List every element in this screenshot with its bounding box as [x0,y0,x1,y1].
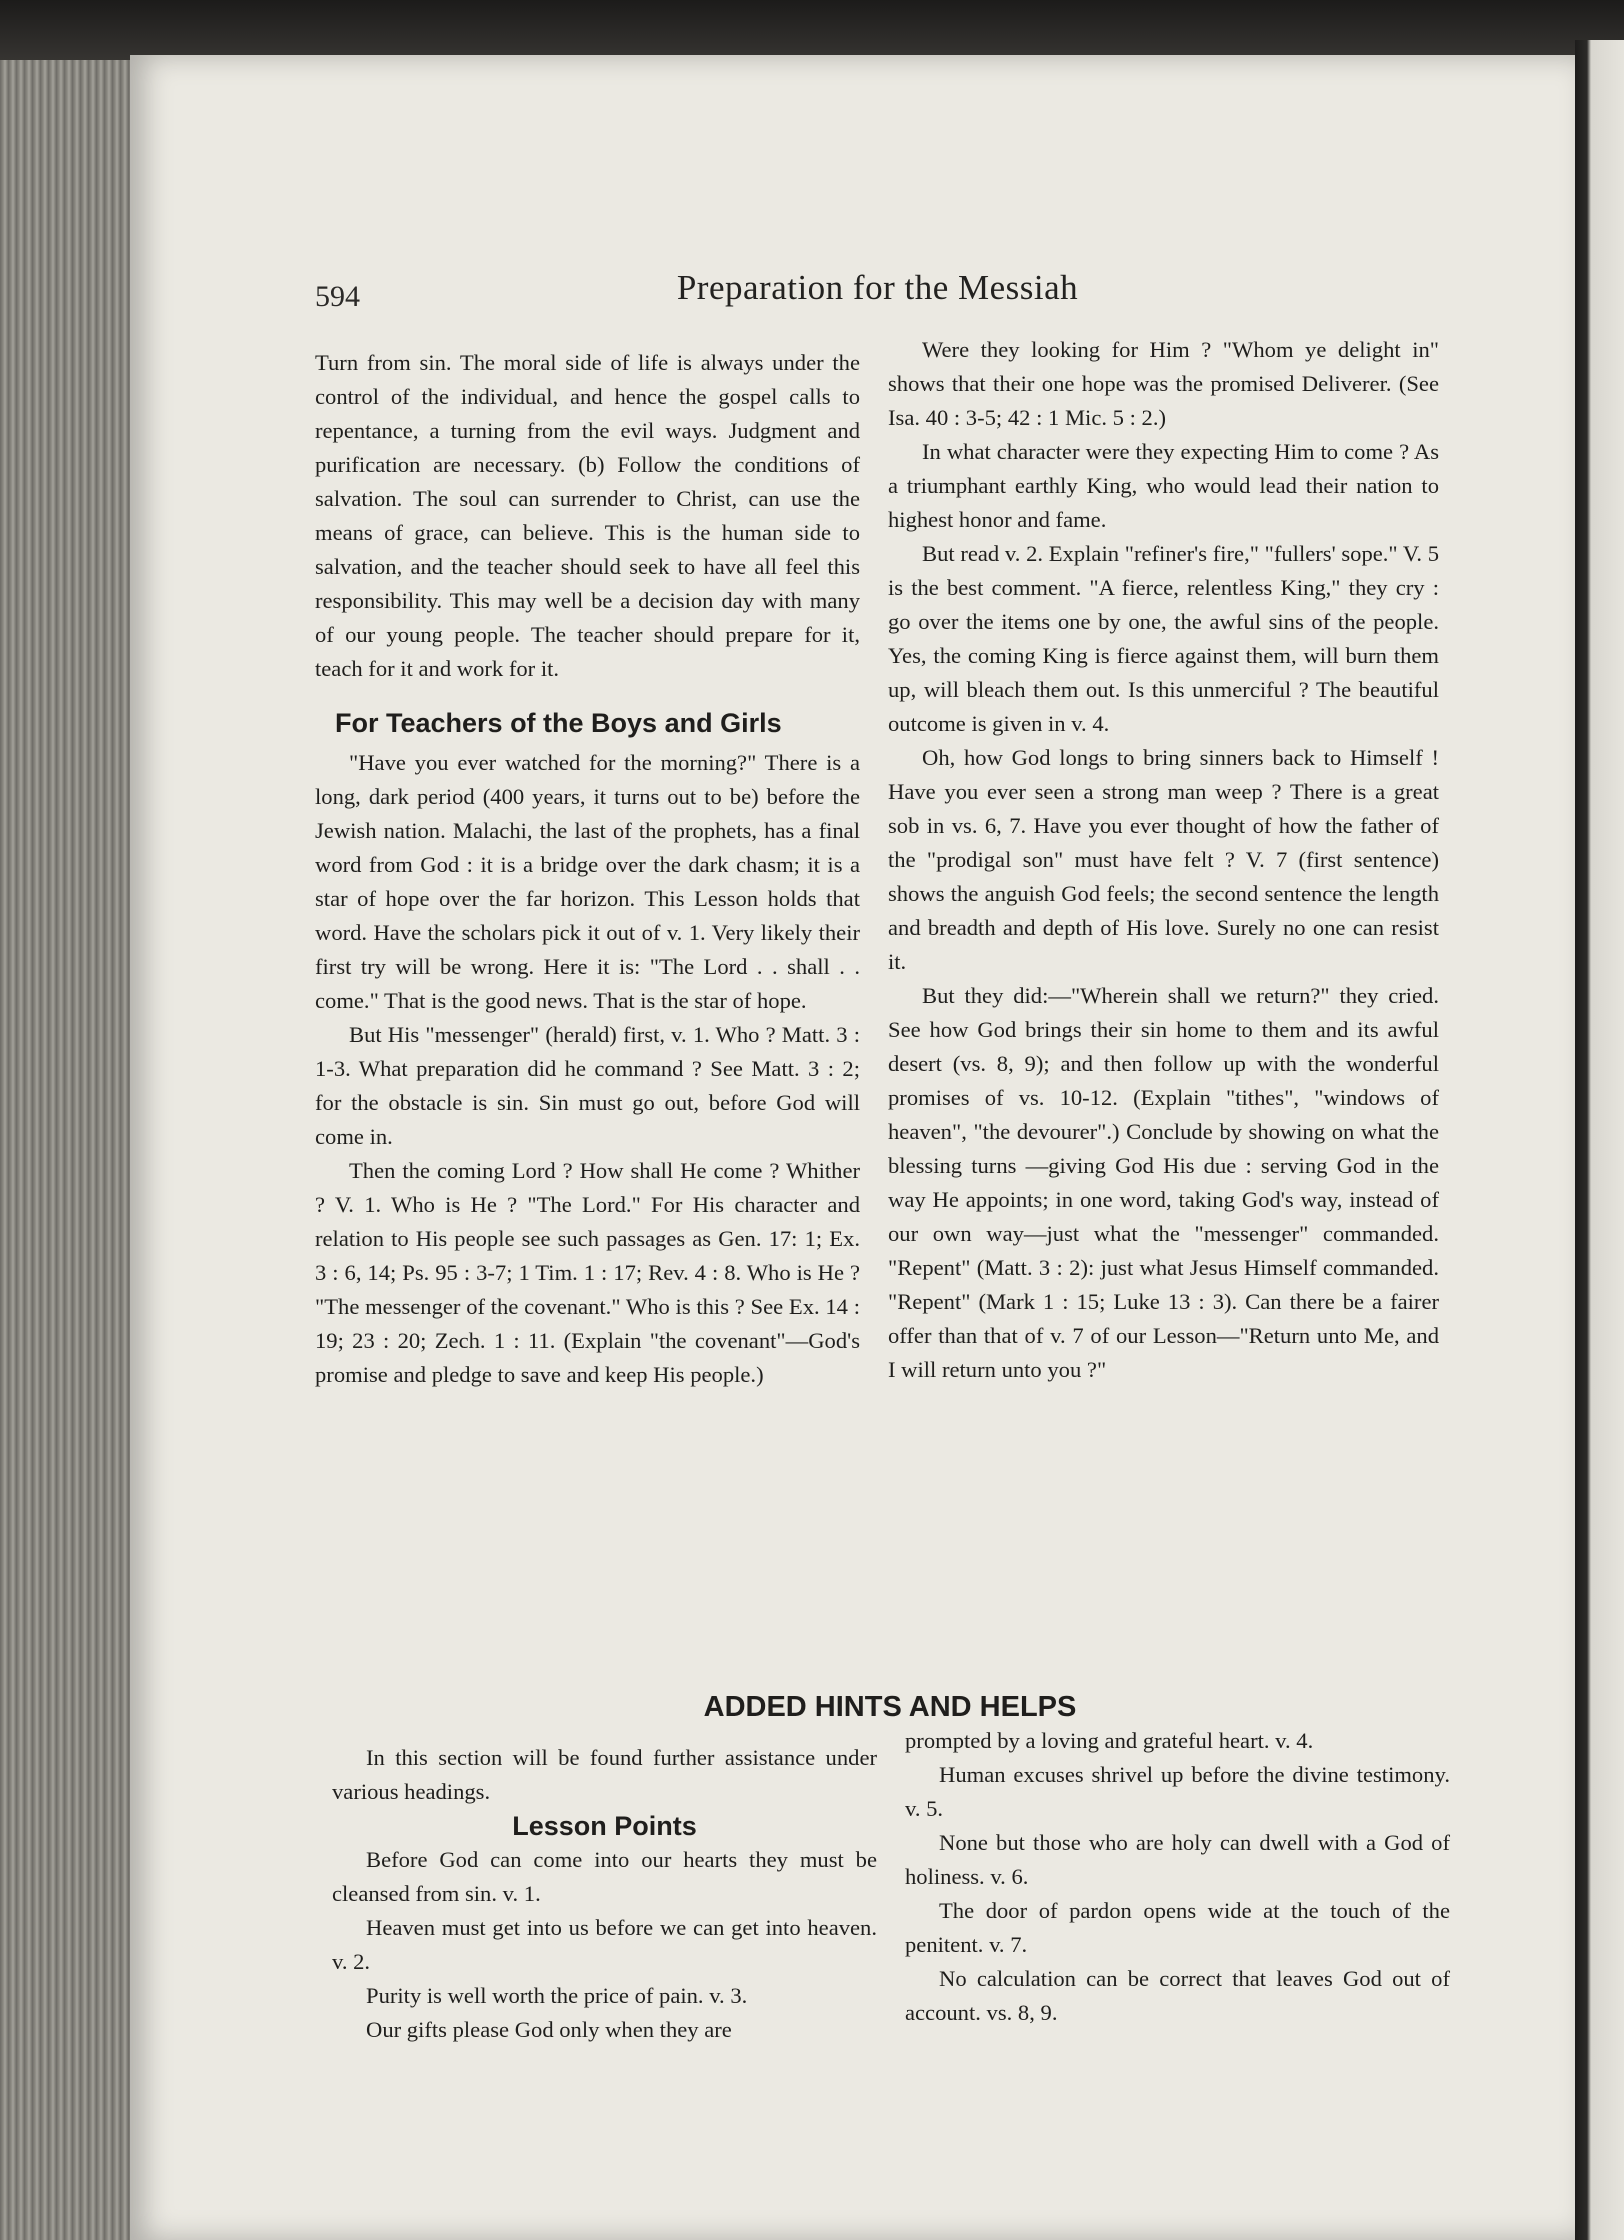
paragraph: But read v. 2. Explain "refiner's fire," "fullers' sope." V. 5 is the best comment. "A fierce, relentless King," they cry : go over the items one by one, the awful sins of the people. Yes, the coming King is fierce against them, will burn them up, will bleach them out. Is this unmerciful ? The beautiful outcome is given in v. 4. [888,541,1439,736]
lesson-point: The door of pardon opens wide at the touch of the penitent. v. 7. [905,1898,1450,1957]
paragraph: "Have you ever watched for the morning?" There is a long, dark period (400 years, it turns out to be) before the Jewish nation. Malachi, the last of the prophets, has a final word from God : it is a bridge over the dark chasm; it is a star of hope over the far horizon. This Lesson holds that word. Have the scholars pick it out of v. 1. Very likely their first try will be wrong. Here it is: "The Lord . . shall . . come." That is the good news. That is the star of hope. [315,750,860,1013]
page-edges [0,60,140,2240]
paragraph: In what character were they expecting Him to come ? As a triumphant earthly King, who would lead their nation to highest honor and fame. [888,439,1439,532]
added-hints-heading: ADDED HINTS AND HELPS [703,1691,1077,1723]
paragraph: Oh, how God longs to bring sinners back to Himself ! Have you ever seen a strong man weep ? There is a great sob in vs. 6, 7. Have you ever thought of how the father of the "prodigal son" must have felt ? V. 7 (first sentence) shows the anguish God feels; the second sentence the length and breadth and depth of His love. Surely no one can resist it. [888,745,1439,974]
paragraph: But His "messenger" (herald) first, v. 1. Who ? Matt. 3 : 1-3. What preparation did he command ? See Matt. 3 : 2; for the obstacle is sin. Sin must go out, before God will come in. [315,1022,860,1149]
added-hints-left-column [332,1741,877,2047]
added-hints-right-column [905,1724,1450,2030]
paragraph: Were they looking for Him ? "Whom ye delight in" shows that their one hope was the promised Deliverer. (See Isa. 40 : 3-5; 42 : 1 Mic. 5 : 2.) [888,337,1439,430]
lesson-points-heading: Lesson Points [512,1811,697,1841]
intro-paragraph: In this section will be found further assistance under various headings. [332,1745,877,1804]
lesson-point: Heaven must get into us before we can get into heaven. v. 2. [332,1915,877,1974]
lesson-point: Purity is well worth the price of pain. v. 3. [366,1983,748,2008]
left-column [315,346,860,1392]
paragraph: Then the coming Lord ? How shall He come ? Whither ? V. 1. Who is He ? "The Lord." For His character and relation to His people see such passages as Gen. 17: 1; Ex. 3 : 6, 14; Ps. 95 : 3-7; 1 Tim. 1 : 17; Rev. 4 : 8. Who is He ? "The messenger of the covenant." Who is this ? See Ex. 14 : 19; 23 : 20; Zech. 1 : 11. (Explain "the covenant"—God's promise and pledge to save and keep His people.) [315,1158,860,1387]
section-subheading: For Teachers of the Boys and Girls [335,708,782,738]
running-title: Preparation for the Messiah [676,268,1079,307]
paragraph: But they did:—"Wherein shall we return?" they cried. See how God brings their sin home to them and its awful desert (vs. 8, 9); and then follow up with the wonderful promises of vs. 10-12. (Explain "tithes", "windows of heaven", "the devourer".) Conclude by showing on what the blessing turns —giving God His due : serving God in the way He appoints; in one word, taking God's way, instead of our own way—just what the "messenger" commanded. "Repent" (Matt. 3 : 2): just what Jesus Himself commanded. "Repent" (Mark 1 : 15; Luke 13 : 3). Can there be a fairer offer than that of v. 7 of our Lesson—"Return unto Me, and I will return unto you ?" [888,983,1439,1382]
facing-page-edge [1575,40,1624,2240]
page-number: 594 [315,280,360,313]
lesson-point: No calculation can be correct that leaves God out of account. vs. 8, 9. [905,1966,1450,2025]
lesson-point: None but those who are holy can dwell with a God of holiness. v. 6. [905,1830,1450,1889]
lesson-point: prompted by a loving and grateful heart. v. 4. [905,1728,1314,1753]
lesson-point: Before God can come into our hearts they must be cleansed from sin. v. 1. [332,1847,877,1906]
lesson-point: Our gifts please God only when they are [366,2017,732,2042]
lesson-point: Human excuses shrivel up before the divine testimony. v. 5. [905,1762,1450,1821]
right-column [888,333,1439,1387]
page-header [315,268,1440,328]
paragraph: Turn from sin. The moral side of life is always under the control of the individual, and hence the gospel calls to repentance, a turning from the evil ways. Judgment and purification are necessary. (b) Follow the conditions of salvation. The soul can surrender to Christ, can use the means of grace, can believe. This is the human side to salvation, and the teacher should seek to have all feel this responsibility. This may well be a decision day with many of our young people. The teacher should prepare for it, teach for it and work for it. [315,350,860,681]
